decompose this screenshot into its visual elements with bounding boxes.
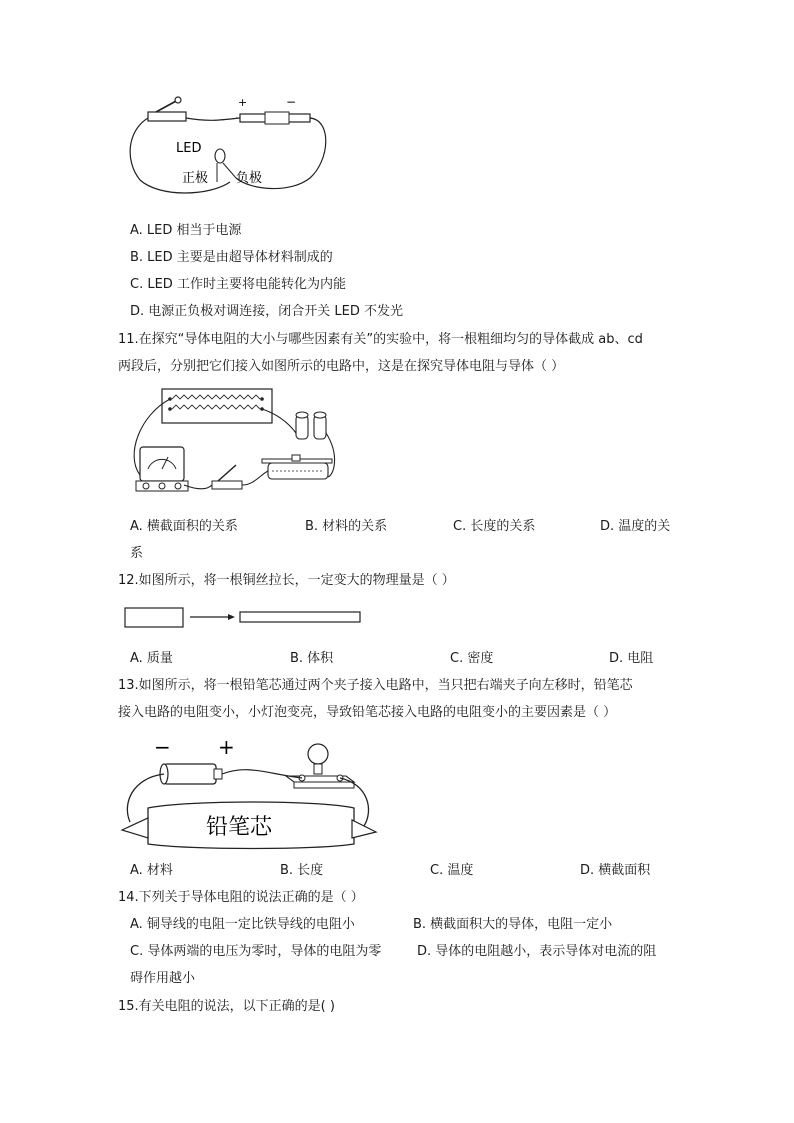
q14-option-d: D. 导体的电阻越小，表示导体对电流的阻 xyxy=(417,944,657,959)
led-fig-label: LED xyxy=(176,141,202,156)
q13-option-a: A. 材料 xyxy=(130,863,173,878)
q12-option-c: C. 密度 xyxy=(450,651,494,666)
q12-option-d: D. 电阻 xyxy=(609,651,654,666)
pencil-lead-circuit-figure xyxy=(118,734,378,854)
q10-option-d: D. 电源正负极对调连接，闭合开关 LED 不发光 xyxy=(130,304,404,319)
q11-stem-line1: 11.在探究“导体电阻的大小与哪些因素有关”的实验中，将一根粗细均匀的导体截成 ab、cd xyxy=(118,332,643,347)
q10-option-a: A. LED 相当于电源 xyxy=(130,223,242,238)
q11-option-b: B. 材料的关系 xyxy=(305,519,388,534)
q14-stem: 14.下列关于导体电阻的说法正确的是（ ） xyxy=(118,890,364,905)
led-fig-neg: 负极 xyxy=(236,171,263,186)
q15-stem: 15.有关电阻的说法，以下正确的是( ) xyxy=(118,999,335,1014)
led-fig-minus: − xyxy=(286,95,297,109)
q13-stem-line2: 接入电路的电阻变小，小灯泡变亮，导致铅笔芯接入电路的电阻变小的主要因素是（ ） xyxy=(118,705,617,720)
q11-option-c: C. 长度的关系 xyxy=(453,519,536,534)
q13-option-b: B. 长度 xyxy=(280,863,324,878)
q10-option-c: C. LED 工作时主要将电能转化为内能 xyxy=(130,277,346,292)
q11-option-d-wrap: 系 xyxy=(130,546,144,561)
q13-fig-label: 铅笔芯 xyxy=(206,815,273,840)
q14-option-c: C. 导体两端的电压为零时，导体的电阻为零 xyxy=(130,944,382,959)
q12-option-a: A. 质量 xyxy=(130,651,173,666)
q12-option-b: B. 体积 xyxy=(290,651,334,666)
wire-stretch-figure xyxy=(124,606,364,630)
q11-option-a: A. 横截面积的关系 xyxy=(130,519,238,534)
q14-option-a: A. 铜导线的电阻一定比铁导线的电阻小 xyxy=(130,917,355,932)
led-fig-plus: + xyxy=(238,96,248,109)
resistance-experiment-figure xyxy=(120,385,350,505)
q13-stem-line1: 13.如图所示，将一根铅笔芯通过两个夹子接入电路中，当只把右端夹子向左移时，铅笔芯 xyxy=(118,678,633,693)
q10-option-b: B. LED 主要是由超导体材料制成的 xyxy=(130,250,333,265)
led-circuit-figure xyxy=(120,90,340,205)
q14-option-b: B. 横截面积大的导体，电阻一定小 xyxy=(413,917,613,932)
q13-option-d: D. 横截面积 xyxy=(580,863,651,878)
q11-option-d: D. 温度的关 xyxy=(600,519,671,534)
q13-fig-plus: + xyxy=(218,735,235,759)
q12-stem: 12.如图所示，将一根铜丝拉长，一定变大的物理量是（ ） xyxy=(118,573,455,588)
led-fig-pos: 正极 xyxy=(182,171,209,186)
q11-stem-line2: 两段后，分别把它们接入如图所示的电路中，这是在探究导体电阻与导体（ ） xyxy=(118,359,565,374)
q13-fig-minus: − xyxy=(154,735,171,759)
q14-option-d-wrap: 碍作用越小 xyxy=(130,971,196,986)
q13-option-c: C. 温度 xyxy=(430,863,474,878)
